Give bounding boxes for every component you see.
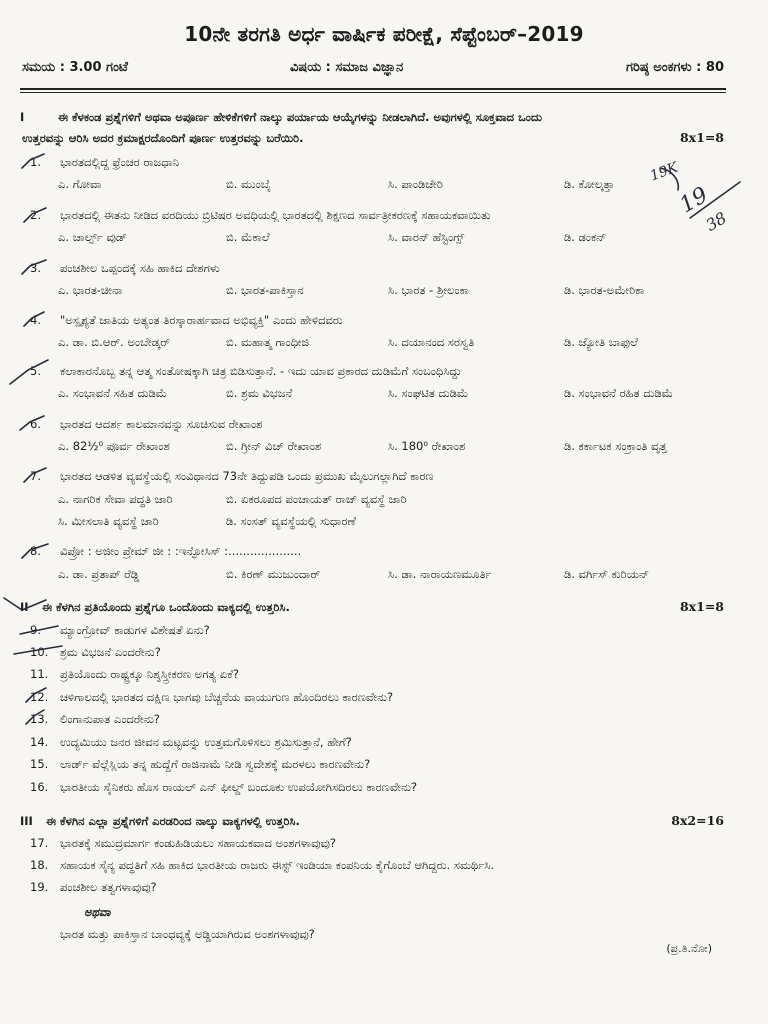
question-4-options xyxy=(58,335,728,351)
question-number: 5. xyxy=(30,364,41,378)
option-a: ಎ. ಭಾರತ-ಚೀನಾ xyxy=(58,283,123,297)
option-a: ಎ. ಗೋವಾ xyxy=(58,177,102,191)
question-text: ಶ್ರಮ ವಿಭಜನೆ ಎಂದರೇನು? xyxy=(60,645,161,659)
question-number: 16. xyxy=(30,780,49,794)
question-text: ಮ್ಯಾಂಗ್ರೋವ್ ಕಾಡುಗಳ ವಿಶೇಷತೆ ಏನು? xyxy=(60,623,210,637)
question-4 xyxy=(30,313,343,328)
question-6 xyxy=(30,417,262,432)
question-11 xyxy=(30,667,239,682)
option-d: ಡಿ. ಸಂಭಾವನೆ ರಹಿತ ದುಡಿಮೆ xyxy=(564,386,674,400)
section3-number: III xyxy=(20,814,33,828)
question-number: 8. xyxy=(30,544,41,558)
question-text: ಭಾರತದ ಆದರ್ಶ ಕಾಲಮಾನವನ್ನು ಸೂಚಿಸುವ ರೇಖಾಂಶ xyxy=(60,417,263,431)
option-c: ಸಿ. ಡಾ. ನಾರಾಯಣಮೂರ್ತಿ xyxy=(388,567,492,581)
question-number: 10. xyxy=(30,645,49,659)
question-text: ಲಿಂಗಾನುಪಾತ ಎಂದರೇನು? xyxy=(60,712,160,726)
question-text: "ಅಸ್ಪೃಶ್ಯತೆ ಜಾತಿಯ ಅತ್ಯಂತ ತಿರಸ್ಕಾರಾರ್ಹವಾದ ಅಭಿವ್ಯಕ್ತಿ" ಎಂದು ಹೇಳಿದವರು xyxy=(60,313,343,327)
question-7-options-row1 xyxy=(58,492,728,508)
option-d: ಡಿ. ಡಂಕನ್ xyxy=(564,230,607,244)
question-3-options xyxy=(58,283,728,299)
question-text: ಪ್ರತಿಯೊಂದು ರಾಷ್ಟ್ರಕ್ಕೂ ನಿಶ್ಶಸ್ತ್ರೀಕರಣ ಅಗತ್ಯ ಏಕೆ? xyxy=(60,667,239,681)
section2-instruction: ಈ ಕೆಳಗಿನ ಪ್ರತಿಯೊಂದು ಪ್ರಶ್ನೆಗೂ ಒಂದೊಂದು ವಾಕ್ಯದಲ್ಲಿ ಉತ್ತರಿಸಿ. xyxy=(42,600,290,614)
section1-marks: 8x1=8 xyxy=(679,130,724,145)
option-b: ಬಿ. ಏಕರೂಪದ ಪಂಚಾಯತ್ ರಾಜ್ ವ್ಯವಸ್ಥೆ ಜಾರಿ xyxy=(226,492,407,506)
option-b: ಬಿ. ಕಿರಣ್ ಮುಜುಂದಾರ್ xyxy=(226,567,321,581)
question-8-options xyxy=(58,567,728,583)
option-d: ಡಿ. ವರ್ಗಿಸ್ ಕುರಿಯನ್ xyxy=(564,567,650,581)
option-b: ಬಿ. ಶ್ರಮ ವಿಭಜನೆ xyxy=(226,386,293,400)
question-number: 3. xyxy=(30,261,41,275)
header-divider xyxy=(20,88,726,90)
question-number: 6. xyxy=(30,417,41,431)
question-7-options-row2 xyxy=(58,514,728,530)
question-5-options xyxy=(58,386,728,402)
question-3 xyxy=(30,261,220,276)
question-number: 19. xyxy=(30,880,49,894)
handwritten-score: 19 xyxy=(675,182,713,219)
question-text: ಕಲಾಕಾರನೊಬ್ಬ ತನ್ನ ಆತ್ಮ ಸಂತೋಷಕ್ಕಾಗಿ ಚಿತ್ರ ಬಿಡಿಸುತ್ತಾನೆ. - ಇದು ಯಾವ ಪ್ರಕಾರದ ದುಡಿಮೆಗೆ ಸಂಬಂಧಿಸಿದ್ದು xyxy=(60,364,462,378)
option-c: ಸಿ. ಪಾಂಡಿಚೇರಿ xyxy=(388,177,443,191)
question-number: 13. xyxy=(30,712,49,726)
question-17 xyxy=(30,836,336,851)
question-2-options xyxy=(58,230,728,246)
option-d: ಡಿ. ಜ್ಯೋತಿ ಬಾಫುಲೆ xyxy=(564,335,638,349)
option-c: ಸಿ. ಸಂಘಟಿತ ದುಡಿಮೆ xyxy=(388,386,469,400)
question-text: ಉದ್ಯಮಿಯು ಜನರ ಜೀವನ ಮಟ್ಟವನ್ನು ಉತ್ತಮಗೊಳಿಸಲು ಶ್ರಮಿಸುತ್ತಾನೆ, ಹೇಗೆ? xyxy=(60,735,352,749)
option-a: ಎ. ಡಾ. ಪ್ರತಾಪ್ ರೆಡ್ಡಿ xyxy=(58,567,140,581)
option-a: ಎ. 82½⁰ ಪೂರ್ವ ರೇಖಾಂಶ xyxy=(58,439,170,453)
question-15 xyxy=(30,757,370,772)
question-number: 12. xyxy=(30,690,49,704)
exam-meta-row xyxy=(22,60,724,80)
section3-instruction: ಈ ಕೆಳಗಿನ ಎಲ್ಲಾ ಪ್ರಶ್ನೆಗಳಿಗೆ ಎರಡರಿಂದ ನಾಲ್ಕು ವಾಕ್ಯಗಳಲ್ಲಿ ಉತ್ತರಿಸಿ. xyxy=(46,814,300,828)
question-number: 7. xyxy=(30,469,41,483)
option-c: ಸಿ. ದಯಾನಂದ ಸರಸ್ವತಿ xyxy=(388,335,475,349)
or-label: ಅಥವಾ xyxy=(84,905,111,919)
exam-max-marks: ಗರಿಷ್ಠ ಅಂಕಗಳು : 80 xyxy=(625,60,724,75)
question-number: 4. xyxy=(30,313,41,327)
handwritten-score-total: 38 xyxy=(702,208,730,235)
question-5 xyxy=(30,364,462,379)
question-6-options xyxy=(58,439,728,455)
question-7 xyxy=(30,469,434,484)
question-text: ಪಂಚಶೀಲ ತತ್ವಗಳಾವುವು? xyxy=(60,880,157,894)
option-b: ಬಿ. ಮುಂಬೈ xyxy=(226,177,271,191)
question-14 xyxy=(30,735,352,750)
question-number: 2. xyxy=(30,208,41,222)
question-text: ಭಾರತದಲ್ಲಿ ಈತನು ನೀಡಿದ ವರದಿಯು ಬ್ರಿಟಿಷರ ಅವಧಿಯಲ್ಲಿ ಭಾರತದಲ್ಲಿ ಶಿಕ್ಷಣದ ಸಾರ್ವತ್ರೀಕರಣಕ್ಕೆ ಸಹಾಯಕವಾಯಿತು xyxy=(60,208,491,222)
question-number: 18. xyxy=(30,858,49,872)
option-c: ಸಿ. 180⁰ ರೇಖಾಂಶ xyxy=(388,439,466,453)
option-d: ಡಿ. ಸಂಸತ್ ವ್ಯವಸ್ಥೆಯಲ್ಲಿ ಸುಧಾರಣೆ xyxy=(226,514,356,528)
question-number: 1. xyxy=(30,155,41,169)
option-d: ಡಿ. ಕರ್ಕಾಟಕ ಸಂಕ್ರಾಂತಿ ವೃತ್ತ xyxy=(564,439,667,453)
question-2 xyxy=(30,208,491,223)
option-a: ಎ. ಚಾರ್ಲ್ಸ್ ವುಡ್ xyxy=(58,230,127,244)
question-12 xyxy=(30,690,393,705)
please-turn-over: (ಪ್ರ.ತಿ.ನೋ) xyxy=(666,942,712,955)
question-number: 15. xyxy=(30,757,49,771)
section3-marks: 8x2=16 xyxy=(671,813,724,828)
question-text: ಚಳಿಗಾಲದಲ್ಲಿ ಭಾರತದ ದಕ್ಷಿಣ ಭಾಗವು ಬೆಚ್ಚನೆಯ ವಾಯುಗುಣ ಹೊಂದಿರಲು ಕಾರಣವೇನು? xyxy=(60,690,394,704)
question-number: 11. xyxy=(30,667,49,681)
question-1-options xyxy=(58,177,728,193)
option-b: ಬಿ. ಮೆಕಾಲೆ xyxy=(226,230,270,244)
question-16 xyxy=(30,780,417,795)
exam-subject: ವಿಷಯ : ಸಮಾಜ ವಿಜ್ಞಾನ xyxy=(290,60,404,75)
header-divider-thin xyxy=(20,92,726,93)
question-number: 9. xyxy=(30,623,41,637)
question-text: ವಿಪ್ರೋ : ಅಜೀಂ ಪ್ರೇಮ್ ಜೀ : :ಇನ್ಫೋಸಿಸ್ :.................... xyxy=(60,544,302,558)
section1-instruction-line2: ಉತ್ತರವನ್ನು ಆರಿಸಿ ಅದರ ಕ್ರಮಾಕ್ಷರದೊಂದಿಗೆ ಪೂರ್ಣ ಉತ್ತರವನ್ನು ಬರೆಯಿರಿ. xyxy=(22,131,304,145)
question-8 xyxy=(30,544,301,559)
question-9 xyxy=(30,623,210,638)
option-a: ಎ. ನಾಗರಿಕ ಸೇವಾ ಪದ್ಧತಿ ಜಾರಿ xyxy=(58,492,173,506)
question-13 xyxy=(30,712,160,727)
question-1 xyxy=(30,155,179,170)
section2-marks: 8x1=8 xyxy=(679,599,724,614)
option-b: ಬಿ. ಭಾರತ-ಪಾಕಿಸ್ತಾನ xyxy=(226,283,304,297)
question-text: ಭಾರತಕ್ಕೆ ಸಮುದ್ರಮಾರ್ಗ ಕಂಡುಹಿಡಿಯಲು ಸಹಾಯಕವಾದ ಅಂಶಗಳಾವುವು? xyxy=(60,836,336,850)
option-a: ಎ. ಸಂಭಾವನೆ ಸಹಿತ ದುಡಿಮೆ xyxy=(58,386,168,400)
question-10 xyxy=(30,645,161,660)
question-text: ಸಹಾಯಕ ಸೈನ್ಯ ಪದ್ಧತಿಗೆ ಸಹಿ ಹಾಕಿದ ಭಾರತೀಯ ರಾಜರು ಈಸ್ಟ್ ಇಂಡಿಯಾ ಕಂಪನಿಯ ಕೈಗೊಂಬೆ ಆಗಿದ್ದರು. ಸಮರ್ಥಿಸಿ. xyxy=(60,858,495,872)
question-19 xyxy=(30,880,157,895)
option-c: ಸಿ. ವಾರನ್ ಹೆಸ್ಟಿಂಗ್ಸ್ xyxy=(388,230,465,244)
handwritten-side-note: 19K xyxy=(648,159,681,185)
question-number: 14. xyxy=(30,735,49,749)
question-text: ಪಂಚಶೀಲ ಒಪ್ಪಂದಕ್ಕೆ ಸಹಿ ಹಾಕಿದ ದೇಶಗಳು xyxy=(60,261,220,275)
section2-number: II xyxy=(20,600,29,614)
question-text: ಭಾರತದ ಆಡಳಿತ ವ್ಯವಸ್ಥೆಯಲ್ಲಿ ಸಂವಿಧಾನದ 73ನೇ ತಿದ್ದುಪಡಿ ಒಂದು ಪ್ರಮುಖ ಮೈಲುಗಲ್ಲಾಗಿದೆ ಕಾರಣ xyxy=(60,469,434,483)
or-question: ಭಾರತ ಮತ್ತು ಪಾಕಿಸ್ತಾನ ಬಾಂಧವ್ಯಕ್ಕೆ ಅಡ್ಡಿಯಾಗಿರುವ ಅಂಶಗಳಾವುವು? xyxy=(60,927,315,941)
option-b: ಬಿ. ಮಹಾತ್ಮ ಗಾಂಧೀಜಿ xyxy=(226,335,310,349)
question-text: ಭಾರತದಲ್ಲಿದ್ದ ಫ್ರೆಂಚರ ರಾಜಧಾನಿ xyxy=(60,155,180,169)
question-text: ಲಾರ್ಡ್ ವೆಲ್ಲೆಸ್ಲಿಯ ತನ್ನ ಹುದ್ದೆಗೆ ರಾಜಿನಾಮೆ ನೀಡಿ ಸ್ವದೇಶಕ್ಕೆ ಮರಳಲು ಕಾರಣವೇನು? xyxy=(60,757,371,771)
option-d: ಡಿ. ಕೋಲ್ಕತ್ತಾ xyxy=(564,177,615,191)
question-18 xyxy=(30,858,494,873)
question-text: ಭಾರತೀಯ ಸೈನಿಕರು ಹೊಸ ರಾಯಲ್ ಎನ್ ಫೀಲ್ಡ್ ಬಂದೂಕು ಉಪಯೋಗಿಸದಿರಲು ಕಾರಣವೇನು? xyxy=(60,780,418,794)
option-a: ಎ. ಡಾ. ಬಿ.ಆರ್. ಅಂಬೇಡ್ಕರ್ xyxy=(58,335,171,349)
option-c: ಸಿ. ಭಾರತ - ಶ್ರೀಲಂಕಾ xyxy=(388,283,469,297)
exam-time: ಸಮಯ : 3.00 ಗಂಟೆ xyxy=(22,60,128,75)
question-number: 17. xyxy=(30,836,49,850)
option-b: ಬಿ. ಗ್ರೀನ್ ವಿಚ್ ರೇಖಾಂಶ xyxy=(226,439,322,453)
option-c: ಸಿ. ಮೀಸಲಾತಿ ವ್ಯವಸ್ಥೆ ಜಾರಿ xyxy=(58,514,159,528)
section1-number: I xyxy=(20,110,25,124)
option-d: ಡಿ. ಭಾರತ-ಅಮೇರಿಕಾ xyxy=(564,283,645,297)
section1-instruction-line1: ಈ ಕೆಳಕಂಡ ಪ್ರಶ್ನೆಗಳಿಗೆ ಅಥವಾ ಅಪೂರ್ಣ ಹೇಳಿಕೆಗಳಿಗೆ ನಾಲ್ಕು ಪರ್ಯಾಯ ಆಯ್ಕೆಗಳನ್ನು ನೀಡಲಾಗಿದೆ. ಅವುಗಳಲ್ಲಿ ಸೂಕ್ತವಾದ ಒಂದು xyxy=(58,110,542,124)
exam-title: 10ನೇ ತರಗತಿ ಅರ್ಧ ವಾರ್ಷಿಕ ಪರೀಕ್ಷೆ, ಸೆಪ್ಟೆಂಬರ್–2019 xyxy=(184,22,584,46)
